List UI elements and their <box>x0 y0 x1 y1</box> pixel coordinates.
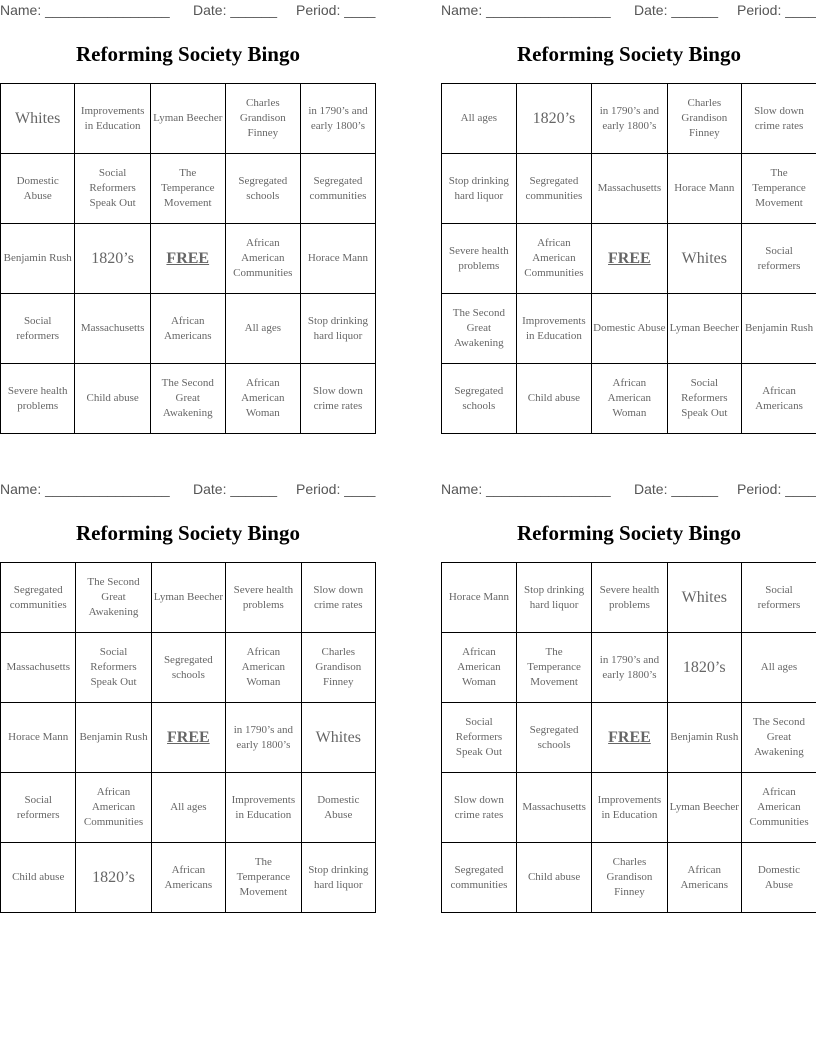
bingo-cell[interactable]: Improvements in Education <box>592 773 667 843</box>
bingo-cell[interactable]: Social Reformers Speak Out <box>442 703 517 773</box>
bingo-cell[interactable]: Horace Mann <box>1 703 76 773</box>
grid-row <box>442 773 816 843</box>
bingo-card-4 <box>441 479 816 898</box>
bingo-cell[interactable]: Child abuse <box>75 364 150 434</box>
bingo-cell[interactable]: Lyman Beecher <box>151 563 226 633</box>
bingo-cell[interactable]: All ages <box>225 294 300 364</box>
date-field[interactable]: Date: ______ <box>193 2 278 18</box>
grid-row <box>1 364 376 434</box>
bingo-cell[interactable]: All ages <box>151 773 226 843</box>
bingo-cell[interactable]: Domestic Abuse <box>592 294 667 364</box>
bingo-cell[interactable]: African Americans <box>150 294 225 364</box>
grid-row <box>442 154 816 224</box>
bingo-cell[interactable]: Horace Mann <box>442 563 517 633</box>
name-field[interactable]: Name: ________________ <box>441 2 611 18</box>
bingo-cell[interactable]: Segregated communities <box>516 154 591 224</box>
bingo-cell[interactable]: Domestic Abuse <box>1 154 75 224</box>
bingo-cell[interactable]: Massachusetts <box>592 154 667 224</box>
bingo-grid <box>0 562 376 913</box>
bingo-cell[interactable]: The Temperance Movement <box>742 154 816 224</box>
grid-row <box>442 364 816 434</box>
bingo-cell[interactable]: Child abuse <box>516 843 591 913</box>
bingo-cell[interactable]: in 1790’s and early 1800’s <box>592 84 667 154</box>
bingo-cell[interactable]: The Second Great Awakening <box>150 364 225 434</box>
bingo-cell[interactable]: Whites <box>301 703 375 773</box>
bingo-cell[interactable]: Whites <box>1 84 75 154</box>
bingo-cell[interactable]: Slow down crime rates <box>742 84 816 154</box>
grid-row <box>442 843 816 913</box>
bingo-cell[interactable]: Charles Grandison Finney <box>225 84 300 154</box>
bingo-cell[interactable]: Severe health problems <box>592 563 667 633</box>
grid-row <box>1 84 376 154</box>
bingo-cell[interactable]: Massachusetts <box>516 773 591 843</box>
bingo-cell[interactable]: Social reformers <box>1 773 76 843</box>
bingo-cell[interactable]: Charles Grandison Finney <box>592 843 667 913</box>
bingo-cell[interactable]: African American Communities <box>225 224 300 294</box>
bingo-cell[interactable]: Segregated communities <box>1 563 76 633</box>
grid-row <box>442 563 816 633</box>
grid-row <box>1 843 376 913</box>
period-field[interactable]: Period: ____ <box>296 2 376 18</box>
name-field[interactable]: Name: ________________ <box>0 481 170 497</box>
bingo-cell[interactable]: Whites <box>667 224 741 294</box>
bingo-cell[interactable]: Stop drinking hard liquor <box>301 843 375 913</box>
free-space[interactable]: FREE <box>592 703 667 773</box>
student-info-line <box>441 0 816 22</box>
bingo-cell[interactable]: Segregated schools <box>442 364 517 434</box>
period-field[interactable]: Period: ____ <box>296 481 376 497</box>
card-title: Reforming Society Bingo <box>76 42 300 66</box>
bingo-cell[interactable]: 1820’s <box>75 224 150 294</box>
student-info-line <box>441 479 816 501</box>
bingo-cell[interactable]: Segregated schools <box>151 633 226 703</box>
bingo-cell[interactable]: African American Woman <box>442 633 517 703</box>
bingo-cell[interactable]: African American Communities <box>741 773 816 843</box>
bingo-cell[interactable]: Severe health problems <box>442 224 517 294</box>
bingo-cell[interactable]: Improvements in Education <box>516 294 591 364</box>
bingo-cell[interactable]: Social reformers <box>741 563 816 633</box>
date-field[interactable]: Date: ______ <box>634 481 719 497</box>
bingo-cell[interactable]: Stop drinking hard liquor <box>442 154 517 224</box>
bingo-grid <box>441 562 816 913</box>
grid-row <box>1 633 376 703</box>
bingo-cell[interactable]: African American Woman <box>225 364 300 434</box>
card-title: Reforming Society Bingo <box>517 521 741 545</box>
bingo-cell[interactable]: The Second Great Awakening <box>442 294 517 364</box>
bingo-cell[interactable]: Slow down crime rates <box>301 563 375 633</box>
bingo-cell[interactable]: Benjamin Rush <box>1 224 75 294</box>
name-field[interactable]: Name: ________________ <box>441 481 611 497</box>
bingo-cell[interactable]: African American Communities <box>76 773 151 843</box>
bingo-cell[interactable]: All ages <box>741 633 816 703</box>
card-title: Reforming Society Bingo <box>76 521 300 545</box>
bingo-cell[interactable]: Domestic Abuse <box>301 773 375 843</box>
card-title: Reforming Society Bingo <box>517 42 741 66</box>
bingo-cell[interactable]: The Temperance Movement <box>226 843 301 913</box>
bingo-cell[interactable]: Improvements in Education <box>226 773 301 843</box>
bingo-cell[interactable]: Segregated communities <box>300 154 375 224</box>
bingo-cell[interactable]: Horace Mann <box>300 224 375 294</box>
bingo-cell[interactable]: African American Woman <box>226 633 301 703</box>
bingo-cell[interactable]: Social reformers <box>1 294 75 364</box>
bingo-cell[interactable]: in 1790’s and early 1800’s <box>592 633 667 703</box>
bingo-cell[interactable]: Benjamin Rush <box>667 703 741 773</box>
date-field[interactable]: Date: ______ <box>193 481 278 497</box>
bingo-cell[interactable]: African Americans <box>667 843 741 913</box>
grid-row <box>1 224 376 294</box>
bingo-cell[interactable]: Domestic Abuse <box>741 843 816 913</box>
bingo-cell[interactable]: Stop drinking hard liquor <box>516 563 591 633</box>
free-space[interactable]: FREE <box>151 703 226 773</box>
bingo-cell[interactable]: Whites <box>667 563 741 633</box>
grid-row <box>1 154 376 224</box>
bingo-cell[interactable]: Child abuse <box>1 843 76 913</box>
bingo-cell[interactable]: Segregated communities <box>442 843 517 913</box>
bingo-cell[interactable]: Massachusetts <box>1 633 76 703</box>
period-field[interactable]: Period: ____ <box>737 2 816 18</box>
bingo-cell[interactable]: Segregated schools <box>225 154 300 224</box>
bingo-cell[interactable]: Social Reformers Speak Out <box>76 633 151 703</box>
grid-row <box>1 773 376 843</box>
grid-row <box>442 703 816 773</box>
grid-row <box>1 563 376 633</box>
bingo-cell[interactable]: The Second Great Awakening <box>76 563 151 633</box>
bingo-cell[interactable]: African Americans <box>742 364 816 434</box>
bingo-grid <box>441 83 816 434</box>
bingo-cell[interactable]: The Second Great Awakening <box>741 703 816 773</box>
bingo-cell[interactable]: Social Reformers Speak Out <box>667 364 741 434</box>
bingo-cell[interactable]: The Temperance Movement <box>150 154 225 224</box>
bingo-cell[interactable]: Lyman Beecher <box>667 773 741 843</box>
bingo-cell[interactable]: African American Woman <box>592 364 667 434</box>
bingo-card-3 <box>0 479 376 898</box>
bingo-cell[interactable]: Segregated schools <box>516 703 591 773</box>
grid-row <box>1 703 376 773</box>
student-info-line <box>0 0 376 22</box>
bingo-cell[interactable]: in 1790’s and early 1800’s <box>226 703 301 773</box>
bingo-cell[interactable]: Charles Grandison Finney <box>667 84 741 154</box>
bingo-cell[interactable]: Improvements in Education <box>75 84 150 154</box>
date-field[interactable]: Date: ______ <box>634 2 719 18</box>
bingo-cell[interactable]: Massachusetts <box>75 294 150 364</box>
bingo-cell[interactable]: Stop drinking hard liquor <box>300 294 375 364</box>
grid-row <box>442 224 816 294</box>
bingo-cell[interactable]: Child abuse <box>516 364 591 434</box>
free-space[interactable]: FREE <box>150 224 225 294</box>
bingo-cell[interactable]: Horace Mann <box>667 154 741 224</box>
bingo-cell[interactable]: Slow down crime rates <box>300 364 375 434</box>
bingo-cell[interactable]: Benjamin Rush <box>742 294 816 364</box>
bingo-cell[interactable]: Slow down crime rates <box>442 773 517 843</box>
grid-row <box>1 294 376 364</box>
bingo-card-1 <box>0 0 376 419</box>
bingo-cell[interactable]: Lyman Beecher <box>667 294 741 364</box>
student-info-line <box>0 479 376 501</box>
bingo-cell[interactable]: The Temperance Movement <box>516 633 591 703</box>
bingo-cell[interactable]: All ages <box>442 84 517 154</box>
bingo-cell[interactable]: in 1790’s and early 1800’s <box>300 84 375 154</box>
bingo-cell[interactable]: Social reformers <box>742 224 816 294</box>
bingo-cell[interactable]: Severe health problems <box>226 563 301 633</box>
bingo-card-2 <box>441 0 816 419</box>
free-space[interactable]: FREE <box>592 224 667 294</box>
bingo-cell[interactable]: African Americans <box>151 843 226 913</box>
period-field[interactable]: Period: ____ <box>737 481 816 497</box>
bingo-cell[interactable]: Severe health problems <box>1 364 75 434</box>
bingo-grid <box>0 83 376 434</box>
bingo-cell[interactable]: Charles Grandison Finney <box>301 633 375 703</box>
bingo-cell[interactable]: African American Communities <box>516 224 591 294</box>
name-field[interactable]: Name: ________________ <box>0 2 170 18</box>
bingo-cell[interactable]: 1820’s <box>516 84 591 154</box>
bingo-cell[interactable]: Benjamin Rush <box>76 703 151 773</box>
bingo-cell[interactable]: Lyman Beecher <box>150 84 225 154</box>
grid-row <box>442 294 816 364</box>
grid-row <box>442 633 816 703</box>
bingo-cell[interactable]: 1820’s <box>76 843 151 913</box>
bingo-cell[interactable]: 1820’s <box>667 633 741 703</box>
bingo-cell[interactable]: Social Reformers Speak Out <box>75 154 150 224</box>
grid-row <box>442 84 816 154</box>
